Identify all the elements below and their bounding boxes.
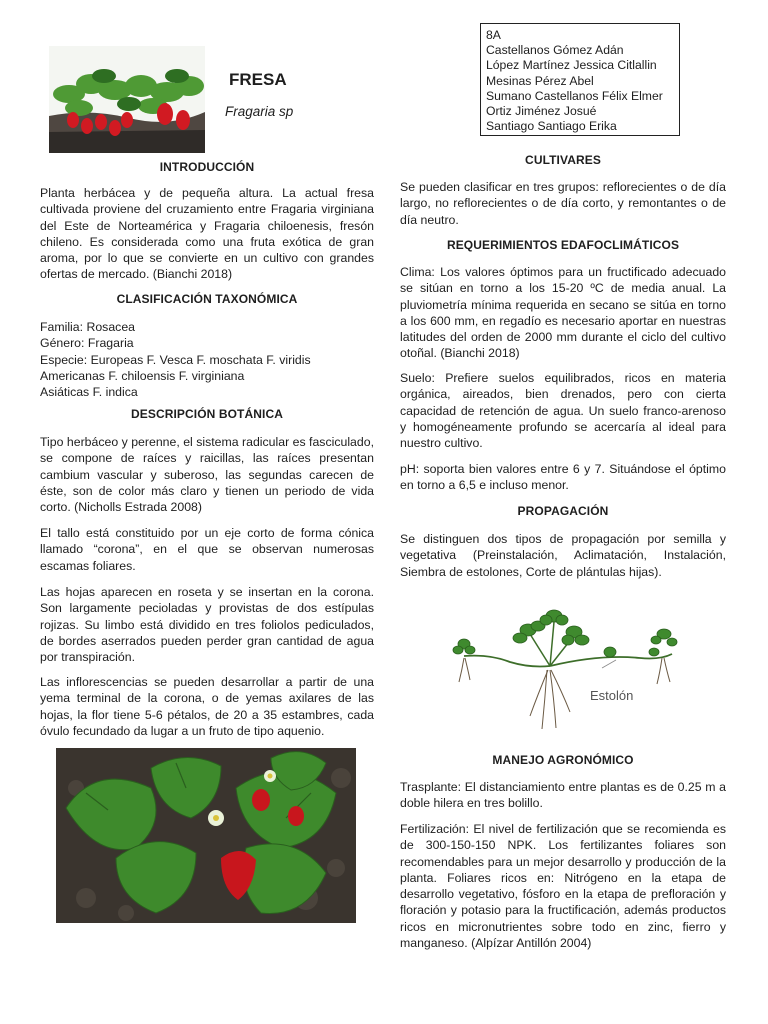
taxonomy-line: Asiáticas F. indica xyxy=(40,385,138,400)
requerimientos-paragraph: Clima: Los valores óptimos para un fructificado adecuado se sitúan en torno a los 15-20 ºC de media anual. La pluviometría mínima requerida en secano se sitúa en torno a los 600 mm, en regadío es necesario aportar en nuestras latitudes del orden de 2000 mm durante el ciclo del cultivo otoñal. (Bianchi 2018) xyxy=(400,265,726,361)
descripcion-paragraph: El tallo está constituido por un eje corto de forma cónica llamado “corona”, en el que se observan numerosas escamas foliares. xyxy=(40,526,374,573)
team-member: Santiago Santiago Erika xyxy=(486,119,617,134)
group-label: 8A xyxy=(486,28,501,42)
descripcion-paragraph: Las inflorescencias se pueden desarrollar a partir de una yema terminal de la corona, o de yemas axilares de las hojas, la flor tiene 5-6 pétalos, de 20 a 35 estambres, cada óvulo fecundado da lugar a un fruto de tipo aquenio. xyxy=(40,675,374,738)
team-member: Sumano Castellanos Félix Elmer xyxy=(486,88,663,103)
team-member: López Martínez Jessica Citlallin xyxy=(486,58,657,73)
introduccion-text: Planta herbácea y de pequeña altura. La actual fresa cultivada proviene del cruzamiento entre Fragaria virginiana del Este de Norteamérica y Fragaria chiloenesis, fresón chileno. Es considerada como una fruta exótica de gran aroma, por lo que se convierte en un cultivo con grandes ofertas de mercado. (Bianchi 2018) xyxy=(40,186,374,282)
strawberry-plant-photo xyxy=(49,46,205,153)
stolon-diagram xyxy=(450,604,686,734)
taxonomy-line: Género: Fragaria xyxy=(40,336,134,351)
section-heading-requerimientos: REQUERIMIENTOS EDAFOCLIMÁTICOS xyxy=(446,238,680,252)
taxonomy-line: Especie: Europeas F. Vesca F. moschata F. viridis xyxy=(40,352,311,367)
taxonomy-line: Familia: Rosacea xyxy=(40,320,135,334)
taxonomy-line: Americanas F. chiloensis F. virginiana xyxy=(40,368,245,383)
cultivares-text: Se pueden clasificar en tres grupos: reflorecientes o de día largo, no reflorecientes o de día corto, y remontantes o de día neutro. xyxy=(400,180,726,227)
team-member: Ortiz Jiménez Josué xyxy=(486,104,597,119)
section-heading-clasificacion: CLASIFICACIÓN TAXONÓMICA xyxy=(116,292,298,306)
team-box xyxy=(480,23,680,136)
requerimientos-paragraph: Suelo: Prefiere suelos equilibrados, ricos en materia orgánica, aireados, bien drenados, pero con cierta capacidad de retención de agua. Un suelo franco-arenoso y homogéneamente profundo se acercaría al ideal para nuestro cultivo. xyxy=(400,371,726,451)
requerimientos-paragraph: pH: soporta bien valores entre 6 y 7. Situándose el óptimo en torno a 6,5 e incluso menor. xyxy=(400,462,726,493)
manejo-paragraph: Fertilización: El nivel de fertilización que se recomienda es de 300-150-150 NPK. Los fertilizantes foliares son recomendables para un mejor desarrollo y producción de la planta. Foliares ricos en: Nitrógeno en la etapa de desarrollo vegetativo, fósforo en la etapa de prefloración y floración y potasio para la fructificación, además productos ricos en micronutrientes sobre todo en zinc, fierro y manganeso. (Alpízar Antillón 2004) xyxy=(400,822,726,951)
manejo-paragraph: Trasplante: El distanciamiento entre plantas es de 0.25 m a doble hilera en tres bolillo. xyxy=(400,780,726,811)
section-heading-descripcion: DESCRIPCIÓN BOTÁNICA xyxy=(130,407,283,421)
team-member: Mesinas Pérez Abel xyxy=(486,73,594,88)
descripcion-paragraph: Tipo herbáceo y perenne, el sistema radicular es fasciculado, se compone de raíces y raicillas, las raíces presentan cambium vascular y suberoso, las segundas carecen de éste, son de color más claro y tienen un periodo de vida corto. (Nicholls Estrada 2008) xyxy=(40,435,374,515)
team-member: Castellanos Gómez Adán xyxy=(486,43,624,58)
section-heading-manejo: MANEJO AGRONÓMICO xyxy=(492,753,634,767)
section-heading-introduccion: INTRODUCCIÓN xyxy=(159,160,255,174)
strawberry-soil-photo xyxy=(56,748,356,923)
page-title: FRESA xyxy=(229,70,287,89)
taxonomy-list xyxy=(40,319,374,400)
section-heading-propagacion: PROPAGACIÓN xyxy=(517,504,609,518)
scientific-name: Fragaria sp xyxy=(225,104,294,119)
stolon-label: Estolón xyxy=(590,688,634,703)
section-heading-cultivares: CULTIVARES xyxy=(525,153,601,167)
descripcion-paragraph: Las hojas aparecen en roseta y se insertan en la corona. Son largamente pecioladas y provistas de dos estípulas rojizas. Su limbo está dividido en tres foliolos pediculados, de bordes aserrados pueden perder gran cantidad de agua por transpiración. xyxy=(40,585,374,665)
propagacion-text: Se distinguen dos tipos de propagación por semilla y vegetativa (Preinstalación, Aclimatación, Instalación, Siembra de estolones, Corte de plántulas hijas). xyxy=(400,532,726,579)
